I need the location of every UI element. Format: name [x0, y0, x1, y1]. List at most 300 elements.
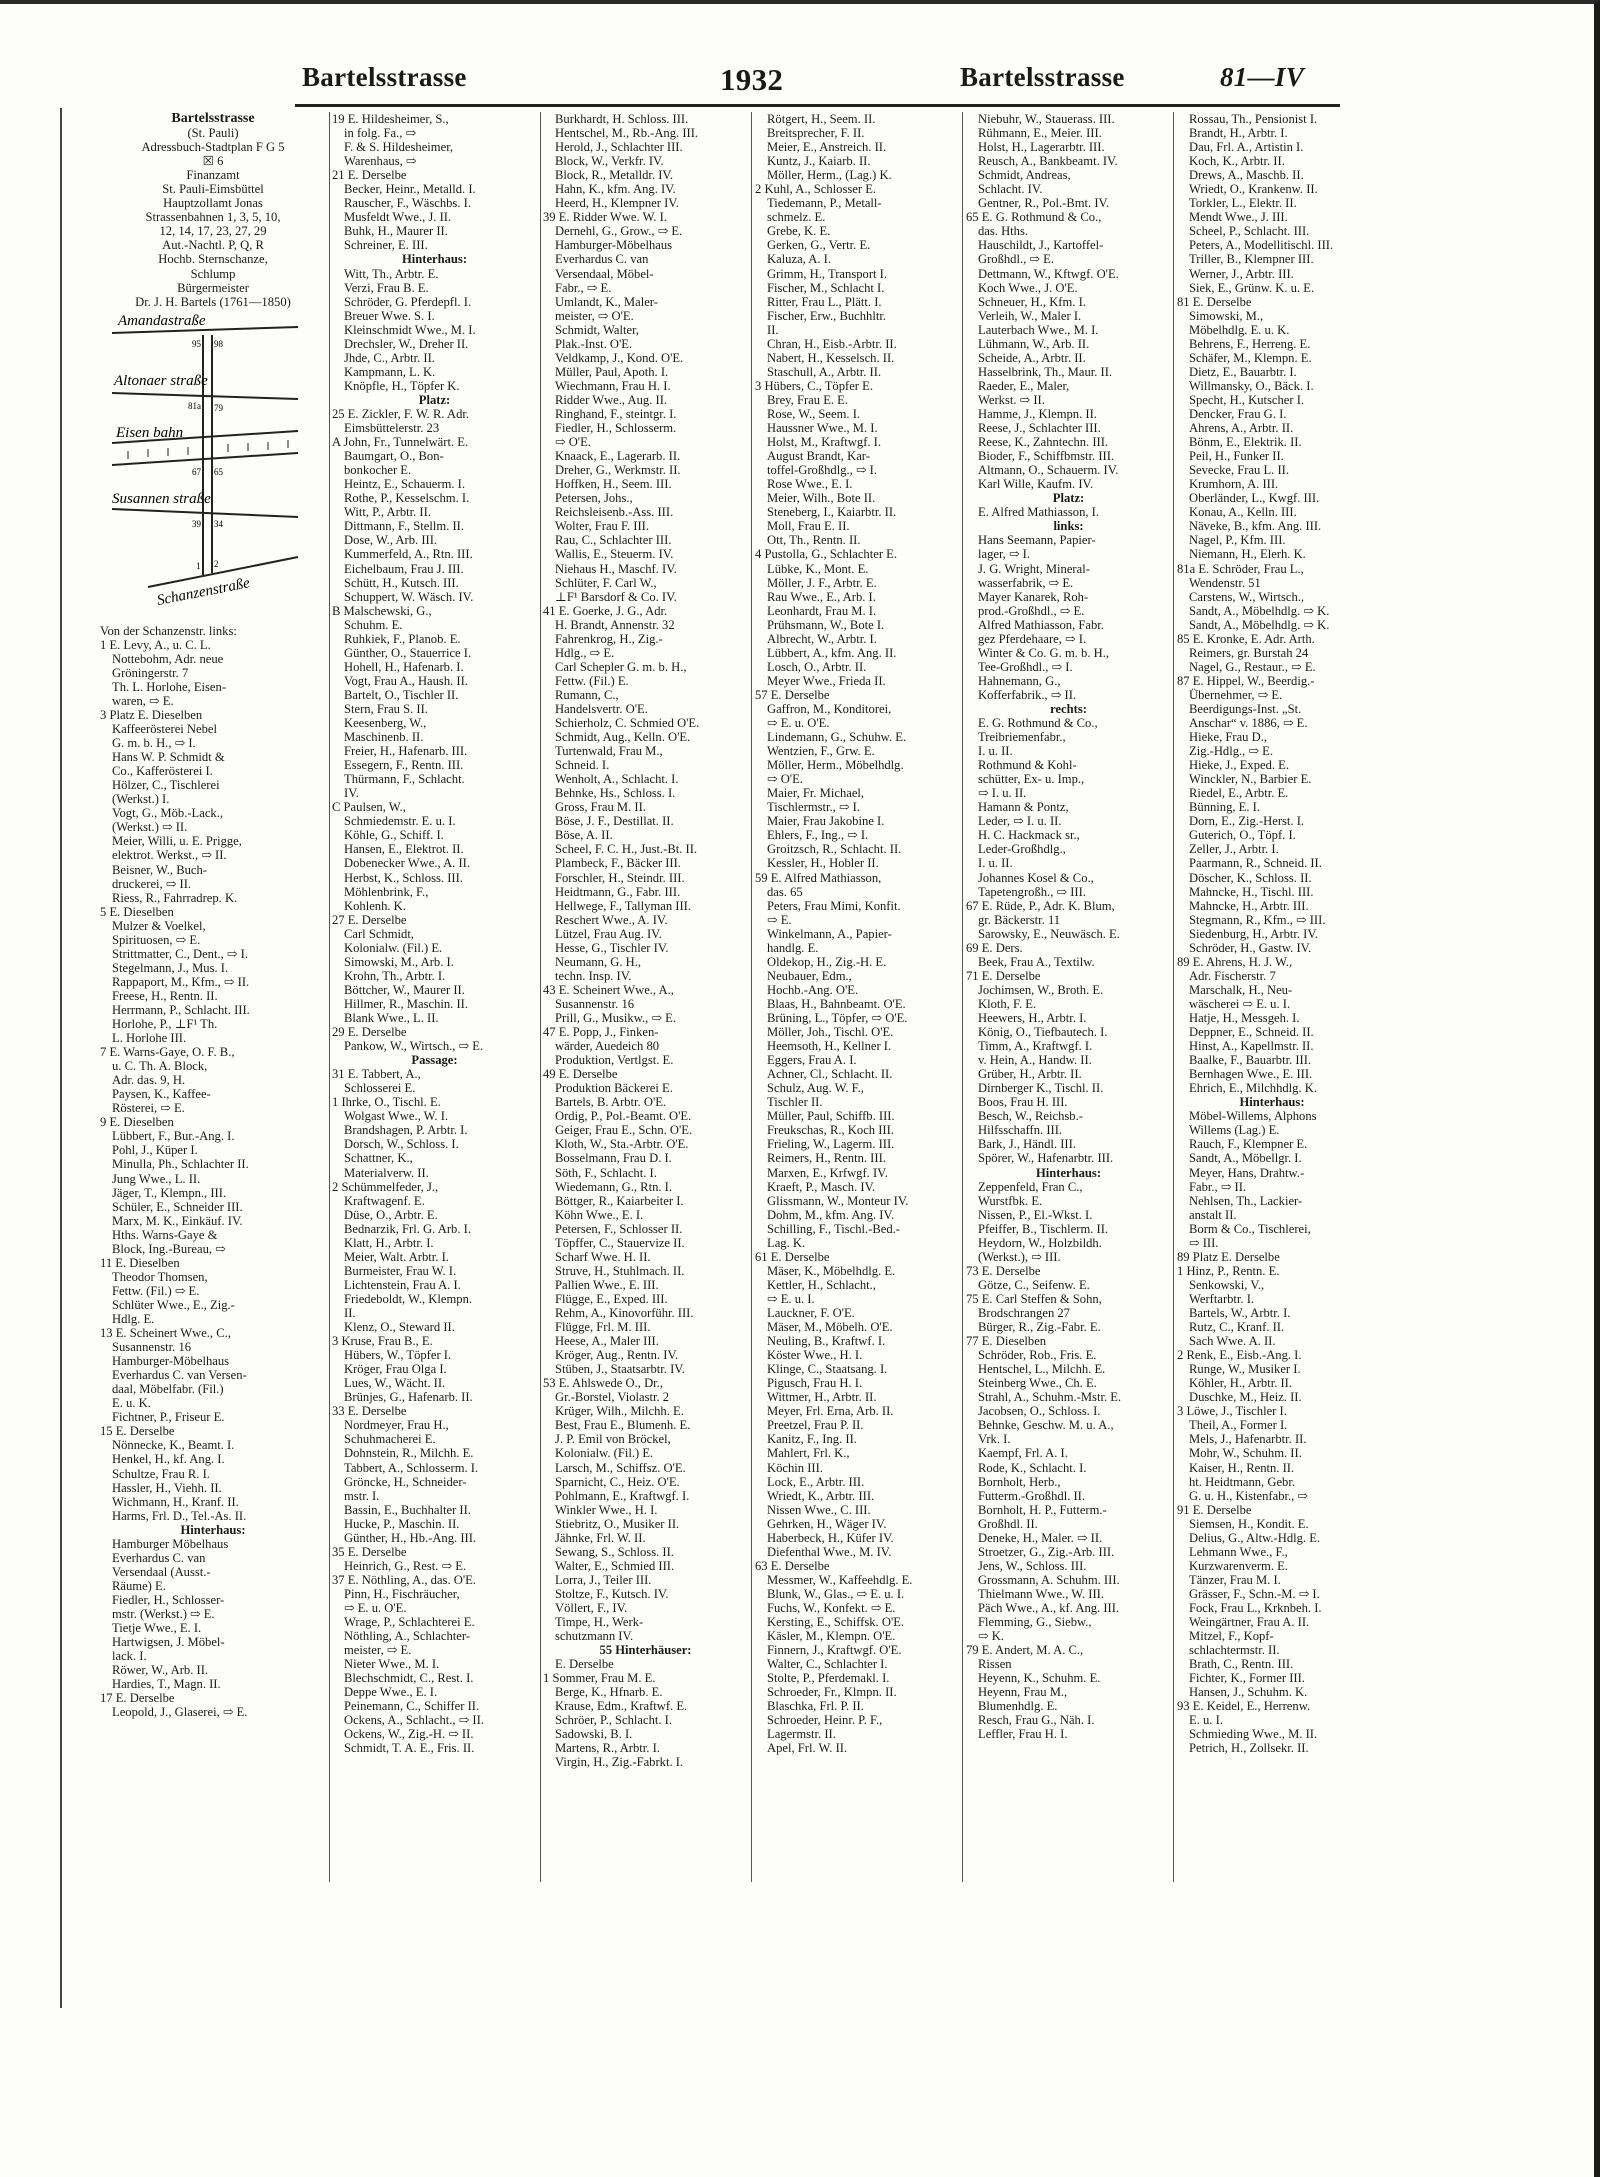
- directory-entry-line: Ruhkiek, F., Planob. E.: [344, 631, 461, 646]
- directory-entry-line: Ritter, Frau L., Plätt. I.: [767, 294, 882, 309]
- directory-entry-line: (Werkst.), ⇨ III.: [978, 1249, 1061, 1264]
- directory-entry-line: (Werkst.) I.: [112, 792, 170, 807]
- directory-entry-line: Triller, B., Klempner III.: [1189, 252, 1314, 267]
- directory-entry-line: Spirituosen, ⇨ E.: [112, 932, 201, 947]
- directory-entry-line: Drechsler, W., Dreher II.: [344, 336, 469, 351]
- directory-entry-line: Wittmer, H., Arbtr. II.: [767, 1390, 877, 1405]
- directory-entry-line: Lübke, K., Mont. E.: [767, 561, 869, 576]
- directory-entry-line: Päch Wwe., A., kf. Ang. III.: [978, 1600, 1120, 1615]
- directory-entry-line: Henkel, H., kf. Ang. I.: [112, 1452, 225, 1467]
- directory-entry-line: Co., Kafferösterei I.: [112, 764, 213, 779]
- directory-entry-line: Großhdl. II.: [978, 1516, 1038, 1531]
- header-rule: [295, 104, 1340, 107]
- directory-entry-line: Reichsleisenb.-Ass. III.: [555, 505, 674, 520]
- directory-entry-line: Götze, C., Seifenw. E.: [978, 1277, 1090, 1292]
- directory-entry-line: Fiedler, H., Schlosser-: [112, 1592, 225, 1607]
- directory-entry-line: Versendaal (Ausst.-: [112, 1564, 211, 1579]
- directory-entry-line: Näveke, B., kfm. Ang. III.: [1189, 519, 1322, 534]
- directory-entry-line: Maschinenb. II.: [344, 730, 424, 745]
- directory-entry-line: Alfred Mathiasson, Fabr.: [978, 617, 1104, 632]
- map-number: 34: [214, 518, 223, 529]
- directory-entry-line: Schröder, Rob., Fris. E.: [978, 1348, 1097, 1363]
- directory-entry-line: Hieke, Frau D.,: [1189, 730, 1267, 745]
- directory-entry-line: 7 E. Warns-Gaye, O. F. B.,: [100, 1045, 235, 1060]
- directory-entry-line: Bürger, R., Zig.-Fabr. E.: [978, 1320, 1101, 1335]
- directory-entry-line: 1 Hinz, P., Rentn. E.: [1177, 1263, 1280, 1278]
- directory-entry-line: u. C. Th. A. Block,: [112, 1059, 208, 1074]
- directory-entry-line: Schroeder, Heinr. P. F.,: [767, 1713, 883, 1728]
- directory-entry-line: Reese, J., Schlachter III.: [978, 421, 1101, 436]
- directory-entry-line: 69 E. Ders.: [966, 940, 1023, 955]
- directory-entry-line: Rissen: [978, 1657, 1012, 1672]
- directory-entry-line: Brüning, L., Töpfer, ⇨ O'E.: [767, 1011, 908, 1025]
- directory-entry-line: Bönm, E., Elektrik. II.: [1189, 435, 1302, 450]
- directory-entry-line: waren, ⇨ E.: [112, 693, 174, 708]
- directory-entry-line: Willems (Lag.) E.: [1189, 1123, 1280, 1138]
- directory-entry-line: Schlüter Wwe., E., Zig.-: [112, 1297, 235, 1312]
- directory-entry-line: Carstens, W., Wirtsch.,: [1189, 589, 1305, 604]
- directory-columns: [100, 112, 1340, 1882]
- directory-entry-line: Nieter Wwe., M. I.: [344, 1657, 440, 1672]
- directory-entry-line: Rösterei, ⇨ E.: [112, 1101, 185, 1116]
- directory-entry-line: Stern, Frau S. II.: [344, 701, 428, 716]
- directory-entry-line: Platz:: [418, 392, 451, 407]
- directory-entry-line: G. m. b. H., ⇨ I.: [112, 736, 196, 751]
- map-number: 67: [192, 466, 201, 477]
- directory-entry-line: Rehm, A., Kinovorführ. III.: [555, 1305, 694, 1320]
- directory-entry-line: Kummerfeld, A., Rtn. III.: [344, 547, 473, 562]
- directory-entry-line: Kloth, W., Sta.-Arbtr. O'E.: [555, 1137, 689, 1152]
- directory-entry-line: Bassin, E., Buchhalter II.: [344, 1502, 471, 1517]
- directory-entry-line: Lindemann, G., Schuhw. E.: [767, 730, 907, 745]
- directory-entry-line: lack. I.: [112, 1649, 147, 1664]
- directory-entry-line: Brandt, H., Arbtr. I.: [1189, 126, 1288, 141]
- directory-entry-line: Adr. Fischerstr. 7: [1189, 968, 1276, 983]
- directory-entry-line: meister, ⇨ E.: [344, 1643, 412, 1658]
- directory-entry-line: Behrens, F., Herreng. E.: [1189, 336, 1311, 351]
- directory-entry-line: 29 E. Derselbe: [332, 1025, 407, 1040]
- directory-entry-line: Müller, Paul, Apoth. I.: [555, 364, 669, 379]
- directory-entry-line: Behnke, Geschw. M. u. A.,: [978, 1418, 1114, 1433]
- map-number: 2: [214, 558, 219, 569]
- directory-entry-line: Breuer Wwe. S. I.: [344, 308, 435, 323]
- directory-entry-line: Rose Wwe., E. I.: [767, 477, 853, 492]
- directory-entry-line: Paysen, K., Kaffee-: [112, 1087, 211, 1102]
- directory-entry-line: Hamburger-Möbelhaus: [555, 238, 673, 253]
- directory-entry-line: Krumhorn, A. III.: [1189, 477, 1279, 492]
- street-map: [108, 313, 318, 613]
- directory-entry-line: Lock, E., Arbtr. III.: [767, 1474, 865, 1489]
- directory-entry-line: E. G. Rothmund & Co.,: [978, 716, 1098, 731]
- directory-entry-line: Umlandt, K., Maler-: [555, 294, 658, 309]
- directory-entry-line: ⇨ E. u. O'E.: [767, 716, 830, 731]
- street-info-line: (St. Pauli): [187, 126, 239, 141]
- directory-entry-line: Riedel, E., Arbtr. E.: [1189, 786, 1289, 801]
- directory-entry-line: Schmieding Wwe., M. II.: [1189, 1727, 1318, 1742]
- directory-entry-line: Altmann, O., Schauerm. IV.: [978, 463, 1119, 478]
- directory-entry-line: Pfeiffer, B., Tischlerm. II.: [978, 1221, 1109, 1236]
- directory-entry-line: Neumann, G. H.,: [555, 954, 642, 969]
- directory-entry-line: Fabr., ⇨ E.: [555, 280, 612, 295]
- directory-entry-line: Winckler, N., Barbier E.: [1189, 772, 1312, 787]
- directory-entry-line: Schultze, Frau R. I.: [112, 1466, 210, 1481]
- directory-entry-line: Freukschas, R., Koch III.: [767, 1123, 894, 1138]
- directory-entry-line: Everhardus C. van: [112, 1550, 206, 1565]
- directory-entry-line: Th. L. Horlohe, Eisen-: [112, 679, 227, 694]
- directory-entry-line: ⇨ I. u. II.: [978, 786, 1027, 801]
- directory-entry-line: Sandt, A., Möbellgr. I.: [1189, 1151, 1302, 1166]
- directory-entry-line: Lagermstr. II.: [767, 1727, 836, 1742]
- directory-entry-line: 41 E. Goerke, J. G., Adr.: [543, 603, 668, 618]
- directory-entry-line: Becker, Heinr., Metalld. I.: [344, 182, 476, 197]
- directory-entry-line: Wallis, E., Steuerm. IV.: [555, 547, 674, 562]
- directory-entry-line: Klenz, O., Steward II.: [344, 1320, 455, 1335]
- directory-entry-line: Wiedemann, G., Rtn. I.: [555, 1179, 673, 1194]
- directory-entry-line: Knaack, E., Lagerarb. II.: [555, 449, 681, 464]
- directory-entry-line: Herold, J., Schlachter III.: [555, 140, 683, 155]
- directory-entry-line: Specht, H., Kutscher I.: [1189, 392, 1305, 407]
- directory-entry-line: Fichter, K., Former III.: [1189, 1671, 1305, 1686]
- header-street-right: Bartelsstrasse: [960, 62, 1125, 92]
- directory-entry-line: Duschke, M., Heiz. II.: [1189, 1390, 1302, 1405]
- directory-entry-line: Breitsprecher, F. II.: [767, 126, 865, 141]
- directory-entry-line: Heese, A., Maler III.: [555, 1334, 659, 1349]
- directory-entry-line: Glissmann, W., Monteur IV.: [767, 1193, 909, 1208]
- directory-entry-line: Haberbeck, H., Küfer IV.: [767, 1530, 894, 1545]
- directory-entry-line: Walter, E., Schmied III.: [555, 1558, 675, 1573]
- directory-entry-line: Blechschmidt, C., Rest. I.: [344, 1671, 474, 1686]
- directory-entry-line: Röwer, W., Arb. II.: [112, 1663, 209, 1678]
- directory-entry-line: Böttcher, W., Maurer II.: [344, 982, 465, 997]
- directory-entry-line: 5 E. Dieselben: [100, 904, 174, 919]
- directory-entry-line: 3 Platz E. Dieselben: [100, 707, 203, 722]
- directory-entry-line: 89 Platz E. Derselbe: [1177, 1249, 1280, 1264]
- directory-entry-line: Heemsoth, H., Kellner I.: [767, 1039, 892, 1054]
- directory-entry-line: ⊥F¹ Barsdorf & Co. IV.: [555, 589, 677, 604]
- directory-entry-line: Reschert Wwe., A. IV.: [555, 912, 668, 927]
- directory-entry-line: Theodor Thomsen,: [112, 1269, 208, 1284]
- directory-entry-line: meister, ⇨ O'E.: [555, 308, 634, 323]
- directory-entry-line: Schlüter, F. Carl W.,: [555, 575, 657, 590]
- directory-entry-line: Niemann, H., Elerh. K.: [1189, 547, 1306, 562]
- directory-entry-line: Marx, M. K., Einkäuf. IV.: [112, 1213, 243, 1228]
- directory-entry-line: 25 E. Zickler, F. W. R. Adr.: [332, 406, 470, 421]
- directory-entry-line: Dobenecker Wwe., A. II.: [344, 856, 471, 871]
- directory-entry-line: 87 E. Hippel, W., Beerdig.-: [1177, 673, 1315, 688]
- column-divider: [1173, 112, 1174, 1882]
- directory-entry-line: Hamme, J., Klempn. II.: [978, 406, 1097, 421]
- directory-entry-line: Meier, Walt. Arbtr. I.: [344, 1249, 449, 1264]
- directory-entry-line: Rau, C., Schlachter III.: [555, 533, 672, 548]
- directory-entry-line: Nehlsen, Th., Lackier-: [1189, 1193, 1303, 1208]
- directory-entry-line: Heewers, H., Arbtr. I.: [978, 1011, 1087, 1025]
- directory-entry-line: Möller, Joh., Tischl. O'E.: [767, 1025, 894, 1040]
- directory-entry-line: Peters, Frau Mimi, Konfit.: [767, 898, 901, 913]
- directory-entry-line: Karl Wille, Kaufm. IV.: [978, 477, 1094, 492]
- directory-entry-line: Möhlenbrink, F.,: [344, 884, 429, 899]
- directory-entry-line: Mahncke, H., Arbtr. III.: [1189, 898, 1309, 913]
- directory-entry-line: Buhk, H., Maurer II.: [344, 224, 448, 239]
- directory-entry-line: Simowski, M.,: [1189, 308, 1264, 323]
- directory-entry-line: Bartelt, O., Tischler II.: [344, 687, 459, 702]
- directory-entry-line: Schulz, Aug. W. F.,: [767, 1081, 864, 1096]
- directory-entry-line: Schmidt, T. A. E., Fris. II.: [344, 1741, 475, 1756]
- directory-entry-line: Schuppert, W. Wäsch. IV.: [344, 589, 474, 604]
- directory-entry-line: schlachtermstr. II.: [1189, 1643, 1280, 1658]
- directory-entry-line: 17 E. Derselbe: [100, 1691, 175, 1706]
- directory-entry-line: Riess, R., Fahrradrep. K.: [112, 890, 238, 905]
- directory-entry-line: Pohl, J., Küper I.: [112, 1143, 198, 1158]
- directory-entry-line: Winkler Wwe., H. I.: [555, 1502, 658, 1517]
- column-entries: [332, 112, 537, 1755]
- directory-entry-line: Futterm.-Großhdl. II.: [978, 1488, 1086, 1503]
- directory-entry-line: Kaiser, H., Rentn. II.: [1189, 1460, 1295, 1475]
- directory-entry-line: v. Hein, A., Handw. II.: [978, 1053, 1092, 1068]
- directory-entry-line: Ahrens, A., Arbtr. II.: [1189, 421, 1294, 436]
- directory-entry-line: Söth, F., Schlacht. I.: [555, 1165, 657, 1180]
- directory-entry-line: Hucke, P., Maschin. II.: [344, 1516, 460, 1531]
- directory-entry-line: Hans Seemann, Papier-: [978, 533, 1096, 548]
- directory-entry-line: Nissen Wwe., C. III.: [767, 1502, 871, 1517]
- directory-entry-line: Meyer Wwe., Frieda II.: [767, 673, 886, 688]
- directory-entry-line: toffel-Großhdlg., ⇨ I.: [767, 463, 877, 478]
- directory-entry-line: 53 E. Ahlswede O., Dr.,: [543, 1376, 663, 1391]
- directory-entry-line: Dirnberger K., Tischl. II.: [978, 1081, 1104, 1096]
- directory-entry-line: Treibriemenfabr.,: [978, 730, 1066, 745]
- directory-entry-line: Virgin, H., Zig.-Fabrkt. I.: [555, 1755, 684, 1770]
- directory-entry-line: IV.: [344, 786, 359, 801]
- directory-entry-line: Schilling, F., Tischl.-Bed.-: [767, 1221, 900, 1236]
- directory-entry-line: Müller, Paul, Schiffb. III.: [767, 1109, 895, 1124]
- directory-entry-line: Klinge, C., Staatsang. I.: [767, 1362, 888, 1377]
- directory-entry-line: Stegmann, R., Kfm., ⇨ III.: [1189, 912, 1326, 927]
- directory-entry-line: Stegelmann, J., Mus. I.: [112, 960, 229, 975]
- directory-entry-line: Konau, A., Kelln. III.: [1189, 505, 1297, 520]
- directory-entry-line: Schuhmacherei E.: [344, 1432, 436, 1447]
- directory-entry-line: Fahrenkrog, H., Zig.-: [555, 631, 663, 646]
- directory-entry-line: Meier, Wilh., Bote II.: [767, 491, 876, 506]
- directory-entry-line: Schattner, K.,: [344, 1151, 413, 1166]
- directory-entry-line: Nottebohm, Adr. neue: [112, 651, 224, 666]
- directory-entry-line: Tee-Großhdl., ⇨ I.: [978, 659, 1073, 674]
- directory-entry-line: Behnke, Hs., Schloss. I.: [555, 786, 676, 801]
- directory-entry-line: Johannes Kosel & Co.,: [978, 870, 1094, 885]
- directory-entry-line: Mäser, M., Möbelh. O'E.: [767, 1320, 893, 1335]
- street-info-line: ☒ 6: [202, 154, 224, 169]
- directory-entry-line: Hdlg., ⇨ E.: [555, 645, 615, 660]
- directory-entry-line: Köhn Wwe., E. I.: [555, 1207, 644, 1222]
- directory-entry-line: Deneke, H., Maler. ⇨ II.: [978, 1530, 1103, 1545]
- directory-entry-line: Essegern, F., Rentn. III.: [344, 758, 464, 773]
- directory-entry-line: Hartwigsen, J. Möbel-: [112, 1635, 225, 1650]
- directory-entry-line: Hardies, T., Magn. II.: [112, 1677, 221, 1692]
- directory-entry-line: Hasselbrink, Th., Maur. II.: [978, 364, 1113, 379]
- directory-entry-line: Völlert, F., IV.: [555, 1600, 628, 1615]
- directory-entry-line: Fischer, M., Schlacht I.: [767, 280, 885, 295]
- directory-entry-line: Jhde, C., Arbtr. II.: [344, 350, 435, 365]
- directory-entry-line: Blunk, W., Glas., ⇨ E. u. I.: [767, 1586, 905, 1601]
- directory-entry-line: Timm, A., Kraftwgf. I.: [978, 1039, 1093, 1054]
- directory-entry-line: Bark, J., Händl. III.: [978, 1137, 1076, 1152]
- directory-entry-line: Plambeck, F., Bäcker III.: [555, 856, 681, 871]
- directory-entry-line: Baumgart, O., Bon-: [344, 449, 444, 464]
- directory-entry-line: Musfeldt Wwe., J. II.: [344, 210, 452, 225]
- directory-entry-line: Rose, W., Seem. I.: [767, 406, 861, 421]
- directory-entry-line: I. u. II.: [978, 744, 1013, 759]
- directory-entry-line: 4 Pustolla, G., Schlachter E.: [755, 547, 898, 562]
- directory-entry-line: Hentschel, M., Rb.-Ang. III.: [555, 126, 699, 141]
- directory-entry-line: Eimsbüttelerstr. 23: [344, 421, 440, 436]
- directory-entry-line: Rau Wwe., E., Arb. I.: [767, 589, 876, 604]
- page-header: [80, 62, 1340, 102]
- directory-entry-line: Runge, W., Musiker I.: [1189, 1362, 1301, 1377]
- directory-entry-line: ⇨ O'E.: [767, 772, 803, 787]
- directory-entry-line: 55 Hinterhäuser:: [599, 1643, 692, 1658]
- directory-entry-line: Sewang, S., Schloss. II.: [555, 1544, 674, 1559]
- column-entries: [543, 112, 748, 1770]
- directory-entry-line: Siek, E., Grünw. K. u. E.: [1189, 280, 1315, 295]
- directory-entry-line: das. 65: [767, 884, 803, 899]
- directory-entry-line: schütter, Ex- u. Imp.,: [978, 772, 1085, 787]
- directory-entry-line: Steinberg Wwe., Ch. E.: [978, 1376, 1097, 1391]
- directory-entry-line: Wurstfbk. E.: [978, 1193, 1043, 1208]
- directory-entry-line: Möbelhdlg. E. u. K.: [1189, 322, 1290, 337]
- directory-entry-line: Lübbert, A., kfm. Ang. II.: [767, 645, 897, 660]
- directory-entry-line: Möller, Herm., Möbelhdlg.: [767, 758, 904, 773]
- directory-entry-line: 2 Kuhl, A., Schlosser E.: [755, 182, 877, 197]
- directory-entry-line: 89 E. Ahrens, H. J. W.,: [1177, 954, 1293, 969]
- directory-entry-line: 91 E. Derselbe: [1177, 1502, 1252, 1517]
- directory-entry-line: Wenholt, A., Schlacht. I.: [555, 772, 679, 787]
- directory-entry-line: Wentzien, F., Grw. E.: [767, 744, 875, 759]
- directory-entry-line: Nissen, P., El.-Wkst. I.: [978, 1207, 1093, 1222]
- directory-entry-line: Niehaus H., Maschf. IV.: [555, 561, 677, 576]
- directory-entry-line: Meier, E., Anstreich. II.: [767, 140, 887, 155]
- directory-entry-line: L. Horlohe III.: [112, 1031, 187, 1046]
- directory-entry-line: Gaffron, M., Konditorei,: [767, 701, 892, 716]
- directory-entry-line: II.: [344, 1305, 356, 1320]
- directory-entry-line: Hamburger Möbelhaus: [112, 1536, 229, 1551]
- map-label-eisenbahn: Eisen bahn: [116, 424, 184, 441]
- directory-entry-line: Mohr, W., Schuhm. II.: [1189, 1446, 1302, 1461]
- directory-entry-line: 2 Schümmelfeder, J.,: [332, 1179, 439, 1194]
- street-info-line: Finanzamt: [186, 168, 240, 183]
- directory-entry-line: Susannenstr. 16: [555, 996, 635, 1011]
- directory-entry-line: Grüber, H., Arbtr. II.: [978, 1067, 1082, 1082]
- directory-entry-line: gez Pferdehaare, ⇨ I.: [978, 631, 1087, 646]
- directory-entry-line: Resch, Frau G., Näh. I.: [978, 1713, 1095, 1728]
- directory-entry-line: H. C. Hackmack sr.,: [978, 828, 1080, 843]
- directory-entry-line: Drews, A., Maschb. II.: [1189, 168, 1304, 183]
- directory-entry-line: Großhdl., ⇨ E.: [978, 252, 1054, 267]
- directory-entry-line: Messmer, W., Kaffeehdlg. E.: [767, 1572, 913, 1587]
- directory-entry-line: 43 E. Scheinert Wwe., A.,: [543, 982, 674, 997]
- directory-entry-line: Blaas, H., Bahnbeamt. O'E.: [767, 996, 906, 1011]
- directory-entry-line: G. u. H., Kistenfabr., ⇨: [1189, 1488, 1308, 1503]
- directory-entry-line: Prühsmann, W., Bote I.: [767, 617, 885, 632]
- directory-entry-line: Hinterhaus:: [401, 252, 468, 267]
- directory-entry-line: bonkocher E.: [344, 463, 412, 478]
- directory-entry-line: Hinterhaus:: [1035, 1165, 1102, 1180]
- directory-entry-line: Ockens, A., Schlacht., ⇨ II.: [344, 1713, 484, 1728]
- directory-entry-line: Bartels, W., Arbtr. I.: [1189, 1305, 1291, 1320]
- column-entries: [755, 112, 960, 1755]
- map-altonaer-line: [112, 393, 298, 399]
- column-3: [543, 112, 748, 1882]
- directory-entry-line: Lehmann Wwe., F.,: [1189, 1544, 1288, 1559]
- directory-entry-line: Besch, W., Reichsb.-: [978, 1109, 1083, 1124]
- directory-entry-line: Kersting, E., Schiffsk. O'E.: [767, 1615, 905, 1630]
- directory-entry-line: Fiedler, H., Schlosserm.: [555, 421, 677, 436]
- directory-entry-line: Sandt, A., Möbelhdlg. ⇨ K.: [1189, 617, 1330, 632]
- directory-entry-line: Möbel-Willems, Alphons: [1189, 1109, 1317, 1124]
- header-page-number: 81—IV: [1220, 62, 1305, 92]
- directory-entry-line: Meier, Willi, u. E. Prigge,: [112, 834, 242, 849]
- directory-entry-line: Grebe, K. E.: [767, 224, 831, 239]
- directory-entry-line: Schüler, E., Schneider III.: [112, 1199, 243, 1214]
- directory-entry-line: Heydorn, W., Holzbildh.: [978, 1235, 1102, 1250]
- street-info-line: Adressbuch-Stadtplan F G 5: [141, 140, 285, 155]
- directory-entry-line: Brodschrangen 27: [978, 1305, 1070, 1320]
- directory-entry-line: Haussner Wwe., M. I.: [767, 421, 878, 436]
- directory-entry-line: Tietje Wwe., E. I.: [112, 1621, 202, 1636]
- directory-entry-line: Grossmann, A. Schuhm. III.: [978, 1572, 1120, 1587]
- directory-entry-line: 71 E. Derselbe: [966, 968, 1041, 983]
- directory-entry-line: mstr. I.: [344, 1488, 380, 1503]
- directory-entry-line: Brath, C., Rentn. III.: [1189, 1657, 1294, 1672]
- directory-entry-line: Maier, Frau Jakobine I.: [767, 814, 885, 829]
- directory-entry-line: Steneberg, I., Kaiarbtr. II.: [767, 505, 897, 520]
- directory-entry-line: Dietz, E., Bauarbtr. I.: [1189, 364, 1297, 379]
- directory-entry-line: Heyenn, K., Schuhm. E.: [978, 1671, 1101, 1686]
- directory-entry-line: Niebuhr, W., Stauerass. III.: [978, 112, 1115, 126]
- directory-entry-line: Hahnemann, G.,: [978, 673, 1061, 688]
- directory-entry-line: Schneuer, H., Kfm. I.: [978, 294, 1086, 309]
- header-year: 1932: [720, 62, 784, 97]
- directory-entry-line: 81a E. Schröder, Frau L.,: [1177, 561, 1304, 576]
- directory-entry-line: prod.-Großhdl., ⇨ E.: [978, 603, 1085, 618]
- directory-entry-line: Petersen, Johs.,: [555, 491, 633, 506]
- directory-entry-line: Hellwege, F., Tallyman III.: [555, 898, 692, 913]
- directory-entry-line: Veldkamp, J., Kond. O'E.: [555, 350, 684, 365]
- directory-entry-line: 3 Löwe, J., Tischler I.: [1177, 1404, 1287, 1419]
- directory-entry-line: Hieke, J., Exped. E.: [1189, 758, 1290, 773]
- directory-entry-line: Hahn, K., kfm. Ang. IV.: [555, 182, 676, 197]
- directory-entry-line: Heinrich, G., Rest. ⇨ E.: [344, 1558, 467, 1573]
- directory-entry-line: Martens, R., Arbtr. I.: [555, 1741, 660, 1756]
- directory-entry-line: Kraeft, P., Masch. IV.: [767, 1179, 876, 1194]
- directory-entry-line: Schmidt, Andreas,: [978, 168, 1071, 183]
- directory-entry-line: Deppe Wwe., E. I.: [344, 1685, 438, 1700]
- column-1: [100, 112, 326, 1882]
- directory-entry-line: Lauterbach Wwe., M. I.: [978, 322, 1099, 337]
- column-5: [966, 112, 1171, 1882]
- directory-entry-line: Tiedemann, P., Metall-: [767, 196, 882, 211]
- directory-entry-line: Koch Wwe., J. O'E.: [978, 280, 1078, 295]
- directory-entry-line: Von der Schanzenstr. links:: [100, 623, 237, 638]
- directory-entry-line: Neubauer, Edm.,: [767, 968, 852, 983]
- directory-entry-line: Kessler, H., Hobler II.: [767, 856, 879, 871]
- directory-entry-line: 9 E. Dieselben: [100, 1115, 174, 1130]
- directory-entry-line: Kolonialw. (Fil.) E.: [555, 1446, 654, 1461]
- directory-entry-line: Scheel, P., Schlacht. III.: [1189, 224, 1310, 239]
- column-4: [755, 112, 960, 1882]
- directory-entry-line: Lützel, Frau Aug. IV.: [555, 926, 662, 941]
- directory-entry-line: ⇨ E.: [767, 912, 792, 927]
- directory-entry-line: Simowski, M., Arb. I.: [344, 954, 454, 969]
- directory-entry-line: Hohell, H., Hafenarb. I.: [344, 659, 464, 674]
- directory-entry-line: Everhardus C. van Versen-: [112, 1368, 247, 1383]
